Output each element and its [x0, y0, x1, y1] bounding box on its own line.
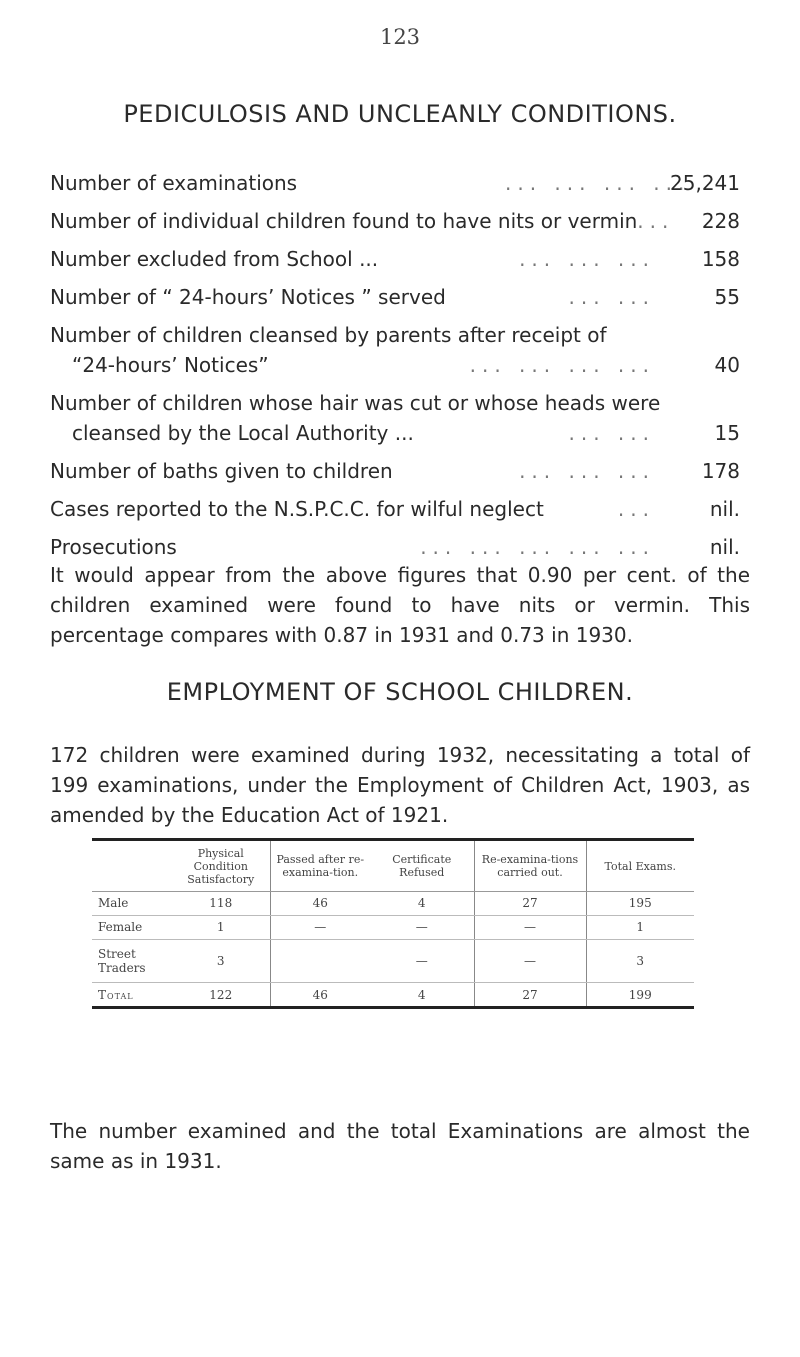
table-cell: —: [474, 915, 586, 939]
header-certificate-refused: Certificate Refused: [370, 841, 474, 892]
stat-value: 158: [701, 247, 740, 271]
header-physical-condition: Physical Condition Satisfactory: [172, 841, 270, 892]
stat-value: nil.: [709, 497, 740, 521]
pediculosis-summary-paragraph: It would appear from the above figures that 0.90 per cent. of the children examined were found to have nits or vermin. This percentage compares with 0.87 in 1931 and 0.73 in 1930.: [50, 563, 750, 647]
stat-label: Number of children whose hair was cut or whose heads were: [50, 391, 661, 415]
table-cell: 4: [370, 892, 474, 916]
leader-dots: ...: [617, 497, 655, 521]
stat-row-prosecutions: [50, 532, 740, 562]
stat-value: 40: [714, 353, 740, 377]
table-cell: 195: [586, 892, 694, 916]
stat-label: Number excluded from School ...: [50, 247, 379, 271]
table-cell: 3: [586, 939, 694, 983]
table-cell: 4: [417, 987, 426, 1002]
leader-dots: ... ... ...: [519, 247, 655, 271]
stat-value: 228: [701, 209, 740, 233]
table-cell: —: [270, 915, 370, 939]
stat-label-continued: “24-hours’ Notices”: [72, 353, 269, 377]
stat-row-nspcc: [50, 494, 740, 524]
stat-row-nits-vermin: [50, 206, 740, 236]
stat-value: 178: [701, 459, 740, 483]
pediculosis-stats-list: [50, 168, 740, 562]
employment-closing-paragraph: The number examined and the total Examinations are almost the same as in 1931.: [50, 1119, 750, 1173]
table-cell: 27: [474, 892, 586, 916]
table-cell: 27: [474, 983, 586, 1006]
stat-value: 25,241: [670, 171, 740, 195]
employment-paragraph: 172 children were examined during 1932, necessitating a total of 199 examinations, under the Employment of Children Act, 1903, as amended by the Education Act of 1921.: [50, 743, 750, 827]
stat-label: Number of baths given to children: [50, 459, 393, 483]
stat-row-examinations: [50, 168, 740, 198]
leader-dots: ... ...: [568, 285, 655, 309]
table-cell: 122: [209, 987, 233, 1002]
table-cell: 3: [172, 939, 270, 983]
stat-row-excluded: [50, 244, 740, 274]
table-row-male: [92, 892, 694, 916]
row-label: Female: [92, 915, 172, 939]
header-cell-blank: [92, 841, 172, 892]
table-cell: 46: [270, 892, 370, 916]
stat-label: Number of “ 24-hours’ Notices ” served: [50, 285, 446, 309]
stat-value: 55: [714, 285, 740, 309]
stat-value: nil.: [709, 535, 740, 559]
header-passed-after-reexam: Passed after re-examina-tion.: [270, 841, 370, 892]
table-cell: —: [370, 915, 474, 939]
stat-label: Prosecutions: [50, 535, 177, 559]
table-cell: —: [370, 939, 474, 983]
leader-dots: ... ... ... ...: [469, 353, 655, 377]
section-title-employment: EMPLOYMENT OF SCHOOL CHILDREN.: [166, 678, 634, 706]
row-label: Street Traders: [92, 939, 172, 983]
leader-dots: ... ...: [568, 421, 655, 445]
stat-label: Number of individual children found to have nits or vermin: [50, 209, 638, 233]
stat-value: 15: [714, 421, 740, 445]
row-label: Total: [98, 987, 134, 1002]
leader-dots: ...: [637, 209, 675, 233]
table-cell: 1: [172, 915, 270, 939]
section-title-pediculosis: PEDICULOSIS AND UNCLEANLY CONDITIONS.: [123, 100, 677, 128]
row-label: Male: [92, 892, 172, 916]
stat-row-hair-cut: [50, 388, 740, 448]
table-cell: 1: [586, 915, 694, 939]
stat-row-baths: [50, 456, 740, 486]
stat-label-continued: cleansed by the Local Authority ...: [72, 421, 414, 445]
stat-row-cleansed-by-parents: [50, 320, 740, 380]
table-cell: 118: [172, 892, 270, 916]
stat-label: Cases reported to the N.S.P.C.C. for wilful neglect: [50, 497, 544, 521]
table-row-street-traders: [92, 939, 694, 983]
header-reexaminations: Re-examina-tions carried out.: [474, 841, 586, 892]
leader-dots: ... ... ...: [519, 459, 655, 483]
header-total-exams: Total Exams.: [586, 841, 694, 892]
table-row-female: [92, 915, 694, 939]
page-number: 123: [379, 25, 421, 49]
table-header-row: [92, 841, 694, 892]
table-cell: —: [474, 939, 586, 983]
leader-dots: ... ... ... ...: [505, 171, 691, 195]
stat-label: Number of examinations: [50, 171, 298, 195]
table-cell: 46: [270, 983, 370, 1006]
table-cell: [270, 939, 370, 983]
leader-dots: ... ... ... ... ...: [420, 535, 655, 559]
employment-table: [92, 838, 694, 1009]
stat-label: Number of children cleansed by parents after receipt of: [50, 323, 607, 347]
table-row-total: [92, 983, 694, 1006]
table-cell: 199: [586, 983, 694, 1006]
stat-row-notices-served: [50, 282, 740, 312]
